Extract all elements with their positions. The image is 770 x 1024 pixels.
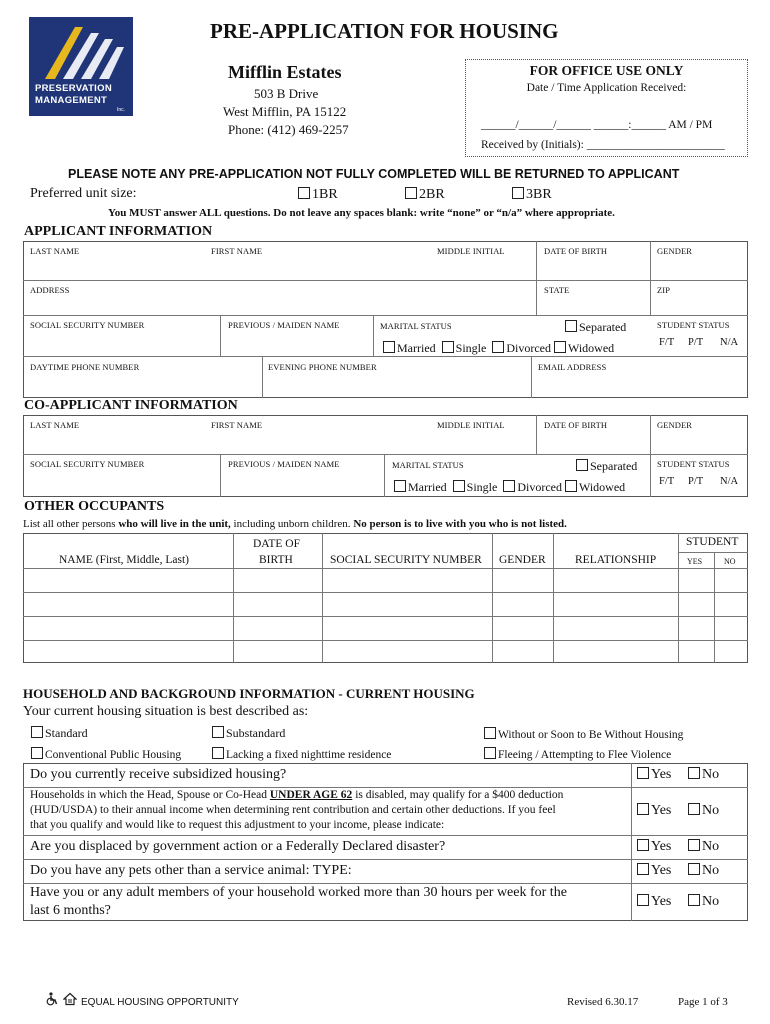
col-name-header: NAME (First, Middle, Last)	[59, 554, 190, 566]
married-label: Married	[408, 480, 447, 494]
checkbox-icon[interactable]	[565, 480, 577, 492]
checkbox-icon[interactable]	[688, 803, 700, 815]
col-gender-header: GENDER	[499, 554, 546, 566]
divorced-option[interactable]	[492, 341, 551, 355]
applicant-gender-label: GENDER	[657, 246, 693, 256]
unit-option-3br[interactable]	[512, 187, 552, 203]
footer-icons	[45, 990, 77, 1008]
unit-option-1br[interactable]	[298, 187, 338, 203]
applicant-maiden-label: PREVIOUS / MAIDEN NAME	[228, 320, 340, 330]
checkbox-icon[interactable]	[484, 747, 496, 759]
situation-standard[interactable]	[31, 726, 88, 741]
q1-no[interactable]	[688, 767, 719, 783]
coapplicant-gender-label: GENDER	[657, 420, 693, 430]
q-text: is disabled, may qualify for a $400 deduction	[352, 789, 564, 801]
checkbox-icon[interactable]	[688, 894, 700, 906]
checkbox-icon[interactable]	[576, 459, 588, 471]
revised-date: Revised 6.30.17	[567, 996, 639, 1008]
logo-mark-icon	[29, 21, 133, 81]
checkbox-icon[interactable]	[492, 341, 504, 353]
coapplicant-table	[23, 415, 748, 497]
q4-yes[interactable]	[637, 863, 671, 879]
col-no-header: NO	[724, 557, 736, 566]
coapplicant-pt[interactable]: P/T	[688, 476, 704, 487]
q3-no[interactable]	[688, 839, 719, 855]
equal-housing-text: EQUAL HOUSING OPPORTUNITY	[81, 997, 239, 1008]
option-label: Lacking a fixed nighttime residence	[226, 749, 392, 761]
col-relationship-header: RELATIONSHIP	[575, 554, 657, 566]
divorced-label: Divorced	[506, 341, 551, 355]
applicant-marital-label: MARITAL STATUS	[380, 321, 452, 331]
equal-housing-icon	[63, 992, 77, 1006]
coapplicant-na[interactable]: N/A	[720, 476, 739, 487]
checkbox-icon[interactable]	[484, 727, 496, 739]
applicant-last-name-label: LAST NAME	[30, 246, 80, 256]
no-label: No	[702, 839, 720, 854]
married-label: Married	[397, 341, 436, 355]
yes-label: Yes	[651, 767, 672, 782]
no-label: No	[702, 894, 720, 909]
applicant-student-status-label: STUDENT STATUS	[657, 320, 730, 330]
q4-no[interactable]	[688, 863, 719, 879]
single-option[interactable]	[453, 480, 498, 494]
applicant-marital-options	[383, 341, 614, 356]
page-number: Page 1 of 3	[678, 996, 728, 1008]
checkbox-icon[interactable]	[212, 726, 224, 738]
checkbox-icon[interactable]	[298, 187, 310, 199]
applicant-na[interactable]: N/A	[720, 337, 739, 348]
occupants-heading: OTHER OCCUPANTS	[24, 499, 165, 514]
applicant-address-label: ADDRESS	[30, 285, 70, 295]
checkbox-icon[interactable]	[637, 767, 649, 779]
coapplicant-dob-label: DATE OF BIRTH	[544, 420, 608, 430]
separated-label: Separated	[590, 459, 638, 473]
property-address2: West Mifflin, PA 15122	[223, 104, 347, 119]
unit-size-label: Preferred unit size:	[30, 186, 137, 201]
q-worked-line1: Have you or any adult members of your household worked more than 30 hours per week for the	[30, 885, 567, 900]
coapplicant-last-name-label: LAST NAME	[30, 420, 80, 430]
q-subsidized: Do you currently receive subsidized housing?	[30, 767, 287, 782]
q2-no[interactable]	[688, 803, 719, 819]
property-address1: 503 B Drive	[254, 86, 319, 101]
checkbox-icon[interactable]	[637, 803, 649, 815]
unit-2br-label: 2BR	[419, 187, 445, 202]
applicant-middle-label: MIDDLE INITIAL	[437, 246, 505, 256]
col-ssn-header: SOCIAL SECURITY NUMBER	[330, 554, 482, 566]
intro-text: including unborn children.	[230, 518, 354, 530]
yes-label: Yes	[651, 863, 672, 878]
situation-public-housing[interactable]	[31, 747, 181, 761]
unit-option-2br[interactable]	[405, 187, 445, 203]
page-title: PRE-APPLICATION FOR HOUSING	[210, 19, 559, 43]
single-option[interactable]	[442, 341, 487, 355]
coapplicant-ssn-label: SOCIAL SECURITY NUMBER	[30, 459, 145, 469]
intro-bold: No person is to live with you who is not listed.	[353, 518, 567, 530]
checkbox-icon[interactable]	[442, 341, 454, 353]
occupants-table	[23, 533, 748, 663]
unit-1br-label: 1BR	[312, 187, 338, 202]
checkbox-icon[interactable]	[503, 480, 515, 492]
no-label: No	[702, 863, 720, 878]
checkbox-icon[interactable]	[688, 863, 700, 875]
checkbox-icon[interactable]	[212, 747, 224, 759]
q-worked-line2: last 6 months?	[30, 903, 111, 918]
single-label: Single	[455, 341, 487, 355]
property-phone: Phone: (412) 469-2257	[228, 122, 349, 137]
widowed-option[interactable]	[554, 341, 614, 355]
q-disabled-line2: (HUD/USDA) to their annual income when determining rent contribution and certain other deductions. If you feel	[30, 804, 556, 816]
checkbox-icon[interactable]	[688, 839, 700, 851]
coapplicant-ft[interactable]: F/T	[659, 476, 675, 487]
q-disabled-line1	[30, 789, 563, 801]
option-label: Without or Soon to Be Without Housing	[498, 729, 684, 741]
q-pets: Do you have any pets other than a service animal: TYPE:	[30, 863, 352, 878]
col-dob-header-2: BIRTH	[259, 554, 293, 566]
divorced-option[interactable]	[503, 480, 562, 494]
option-label: Fleeing / Attempting to Flee Violence	[498, 749, 672, 761]
must-answer-note: You MUST answer ALL questions. Do not leave any spaces blank: write “none” or “n/a” where appropriate.	[108, 207, 615, 219]
col-dob-header-1: DATE OF	[253, 538, 300, 550]
applicant-dob-label: DATE OF BIRTH	[544, 246, 608, 256]
checkbox-icon[interactable]	[688, 767, 700, 779]
applicant-state-label: STATE	[544, 285, 570, 295]
checkbox-icon[interactable]	[554, 341, 566, 353]
yes-label: Yes	[651, 803, 672, 818]
logo-line1: PRESERVATION	[35, 83, 112, 94]
applicant-zip-label: ZIP	[657, 285, 671, 295]
accessibility-icon	[45, 992, 59, 1006]
applicant-heading: APPLICANT INFORMATION	[24, 224, 213, 239]
checkbox-icon[interactable]	[565, 320, 577, 332]
option-label: Conventional Public Housing	[45, 749, 182, 761]
widowed-label: Widowed	[578, 480, 626, 494]
applicant-ft[interactable]: F/T	[659, 337, 675, 348]
situation-substandard[interactable]	[212, 726, 285, 741]
logo-line2: MANAGEMENT	[35, 95, 108, 106]
col-yes-header: YES	[687, 557, 703, 566]
property-name: Mifflin Estates	[228, 62, 342, 82]
intro-bold: who will live in the unit,	[118, 518, 231, 530]
checkbox-icon[interactable]	[453, 480, 465, 492]
checkbox-icon[interactable]	[383, 341, 395, 353]
widowed-option[interactable]	[565, 480, 625, 494]
office-date-label: Date / Time Application Received:	[526, 82, 687, 94]
checkbox-icon[interactable]	[405, 187, 417, 199]
coapplicant-middle-label: MIDDLE INITIAL	[437, 420, 505, 430]
no-label: No	[702, 767, 720, 782]
col-student-header: STUDENT	[686, 536, 739, 548]
checkbox-icon[interactable]	[637, 839, 649, 851]
checkbox-icon[interactable]	[31, 726, 43, 738]
widowed-label: Widowed	[567, 341, 615, 355]
applicant-email-label: EMAIL ADDRESS	[538, 362, 607, 372]
applicant-pt[interactable]: P/T	[688, 337, 704, 348]
q2-yes[interactable]	[637, 803, 671, 819]
single-label: Single	[466, 480, 498, 494]
q5-yes[interactable]	[637, 894, 671, 910]
unit-3br-label: 3BR	[526, 187, 552, 202]
household-heading: HOUSEHOLD AND BACKGROUND INFORMATION - CURRENT HOUSING	[23, 686, 475, 701]
q-emphasis: UNDER AGE 62	[269, 789, 353, 801]
separated-label: Separated	[579, 320, 627, 334]
checkbox-icon[interactable]	[637, 894, 649, 906]
coapplicant-separated-option[interactable]	[576, 459, 637, 474]
logo	[29, 17, 133, 116]
coapplicant-student-status-label: STUDENT STATUS	[657, 459, 730, 469]
office-use-box	[465, 59, 748, 157]
situation-lacking-residence[interactable]	[212, 747, 391, 761]
married-option[interactable]	[383, 341, 436, 355]
office-received[interactable]: Received by (Initials): ________________________	[481, 139, 725, 151]
notice: PLEASE NOTE ANY PRE-APPLICATION NOT FULLY COMPLETED WILL BE RETURNED TO APPLICANT	[68, 167, 680, 181]
yes-label: Yes	[651, 839, 672, 854]
q5-no[interactable]	[688, 894, 719, 910]
coapplicant-marital-label: MARITAL STATUS	[392, 460, 464, 470]
q1-yes[interactable]	[637, 767, 671, 783]
applicant-separated-option[interactable]	[565, 320, 626, 335]
coapplicant-heading: CO-APPLICANT INFORMATION	[24, 398, 238, 413]
checkbox-icon[interactable]	[637, 863, 649, 875]
applicant-eve-phone-label: EVENING PHONE NUMBER	[268, 362, 377, 372]
q3-yes[interactable]	[637, 839, 671, 855]
q-displaced: Are you displaced by government action or a Federally Declared disaster?	[30, 839, 446, 854]
intro-text: List all other persons	[23, 518, 119, 530]
option-label: Standard	[45, 726, 88, 740]
coapplicant-maiden-label: PREVIOUS / MAIDEN NAME	[228, 459, 340, 469]
applicant-day-phone-label: DAYTIME PHONE NUMBER	[30, 362, 140, 372]
situation-without-housing[interactable]	[484, 727, 683, 741]
applicant-first-name-label: FIRST NAME	[211, 246, 263, 256]
q-disabled-line3: that you qualify and would like to request this adjustment to your income, please indicate:	[30, 819, 445, 831]
checkbox-icon[interactable]	[512, 187, 524, 199]
situation-fleeing[interactable]	[484, 747, 671, 761]
checkbox-icon[interactable]	[31, 747, 43, 759]
divorced-label: Divorced	[517, 480, 562, 494]
office-heading: FOR OFFICE USE ONLY	[529, 63, 684, 78]
occupants-intro	[23, 518, 567, 530]
coapplicant-marital-options	[394, 480, 625, 495]
household-situation: Your current housing situation is best described as:	[23, 704, 309, 719]
married-option[interactable]	[394, 480, 447, 494]
logo-line3: Inc.	[117, 107, 126, 113]
applicant-ssn-label: SOCIAL SECURITY NUMBER	[30, 320, 145, 330]
q-text: Households in which the Head, Spouse or Co-Head	[30, 789, 270, 801]
checkbox-icon[interactable]	[394, 480, 406, 492]
no-label: No	[702, 803, 720, 818]
yes-label: Yes	[651, 894, 672, 909]
option-label: Substandard	[226, 726, 286, 740]
coapplicant-first-name-label: FIRST NAME	[211, 420, 263, 430]
office-date-line[interactable]: ______/______/______ ______:______ AM / PM	[481, 119, 713, 131]
